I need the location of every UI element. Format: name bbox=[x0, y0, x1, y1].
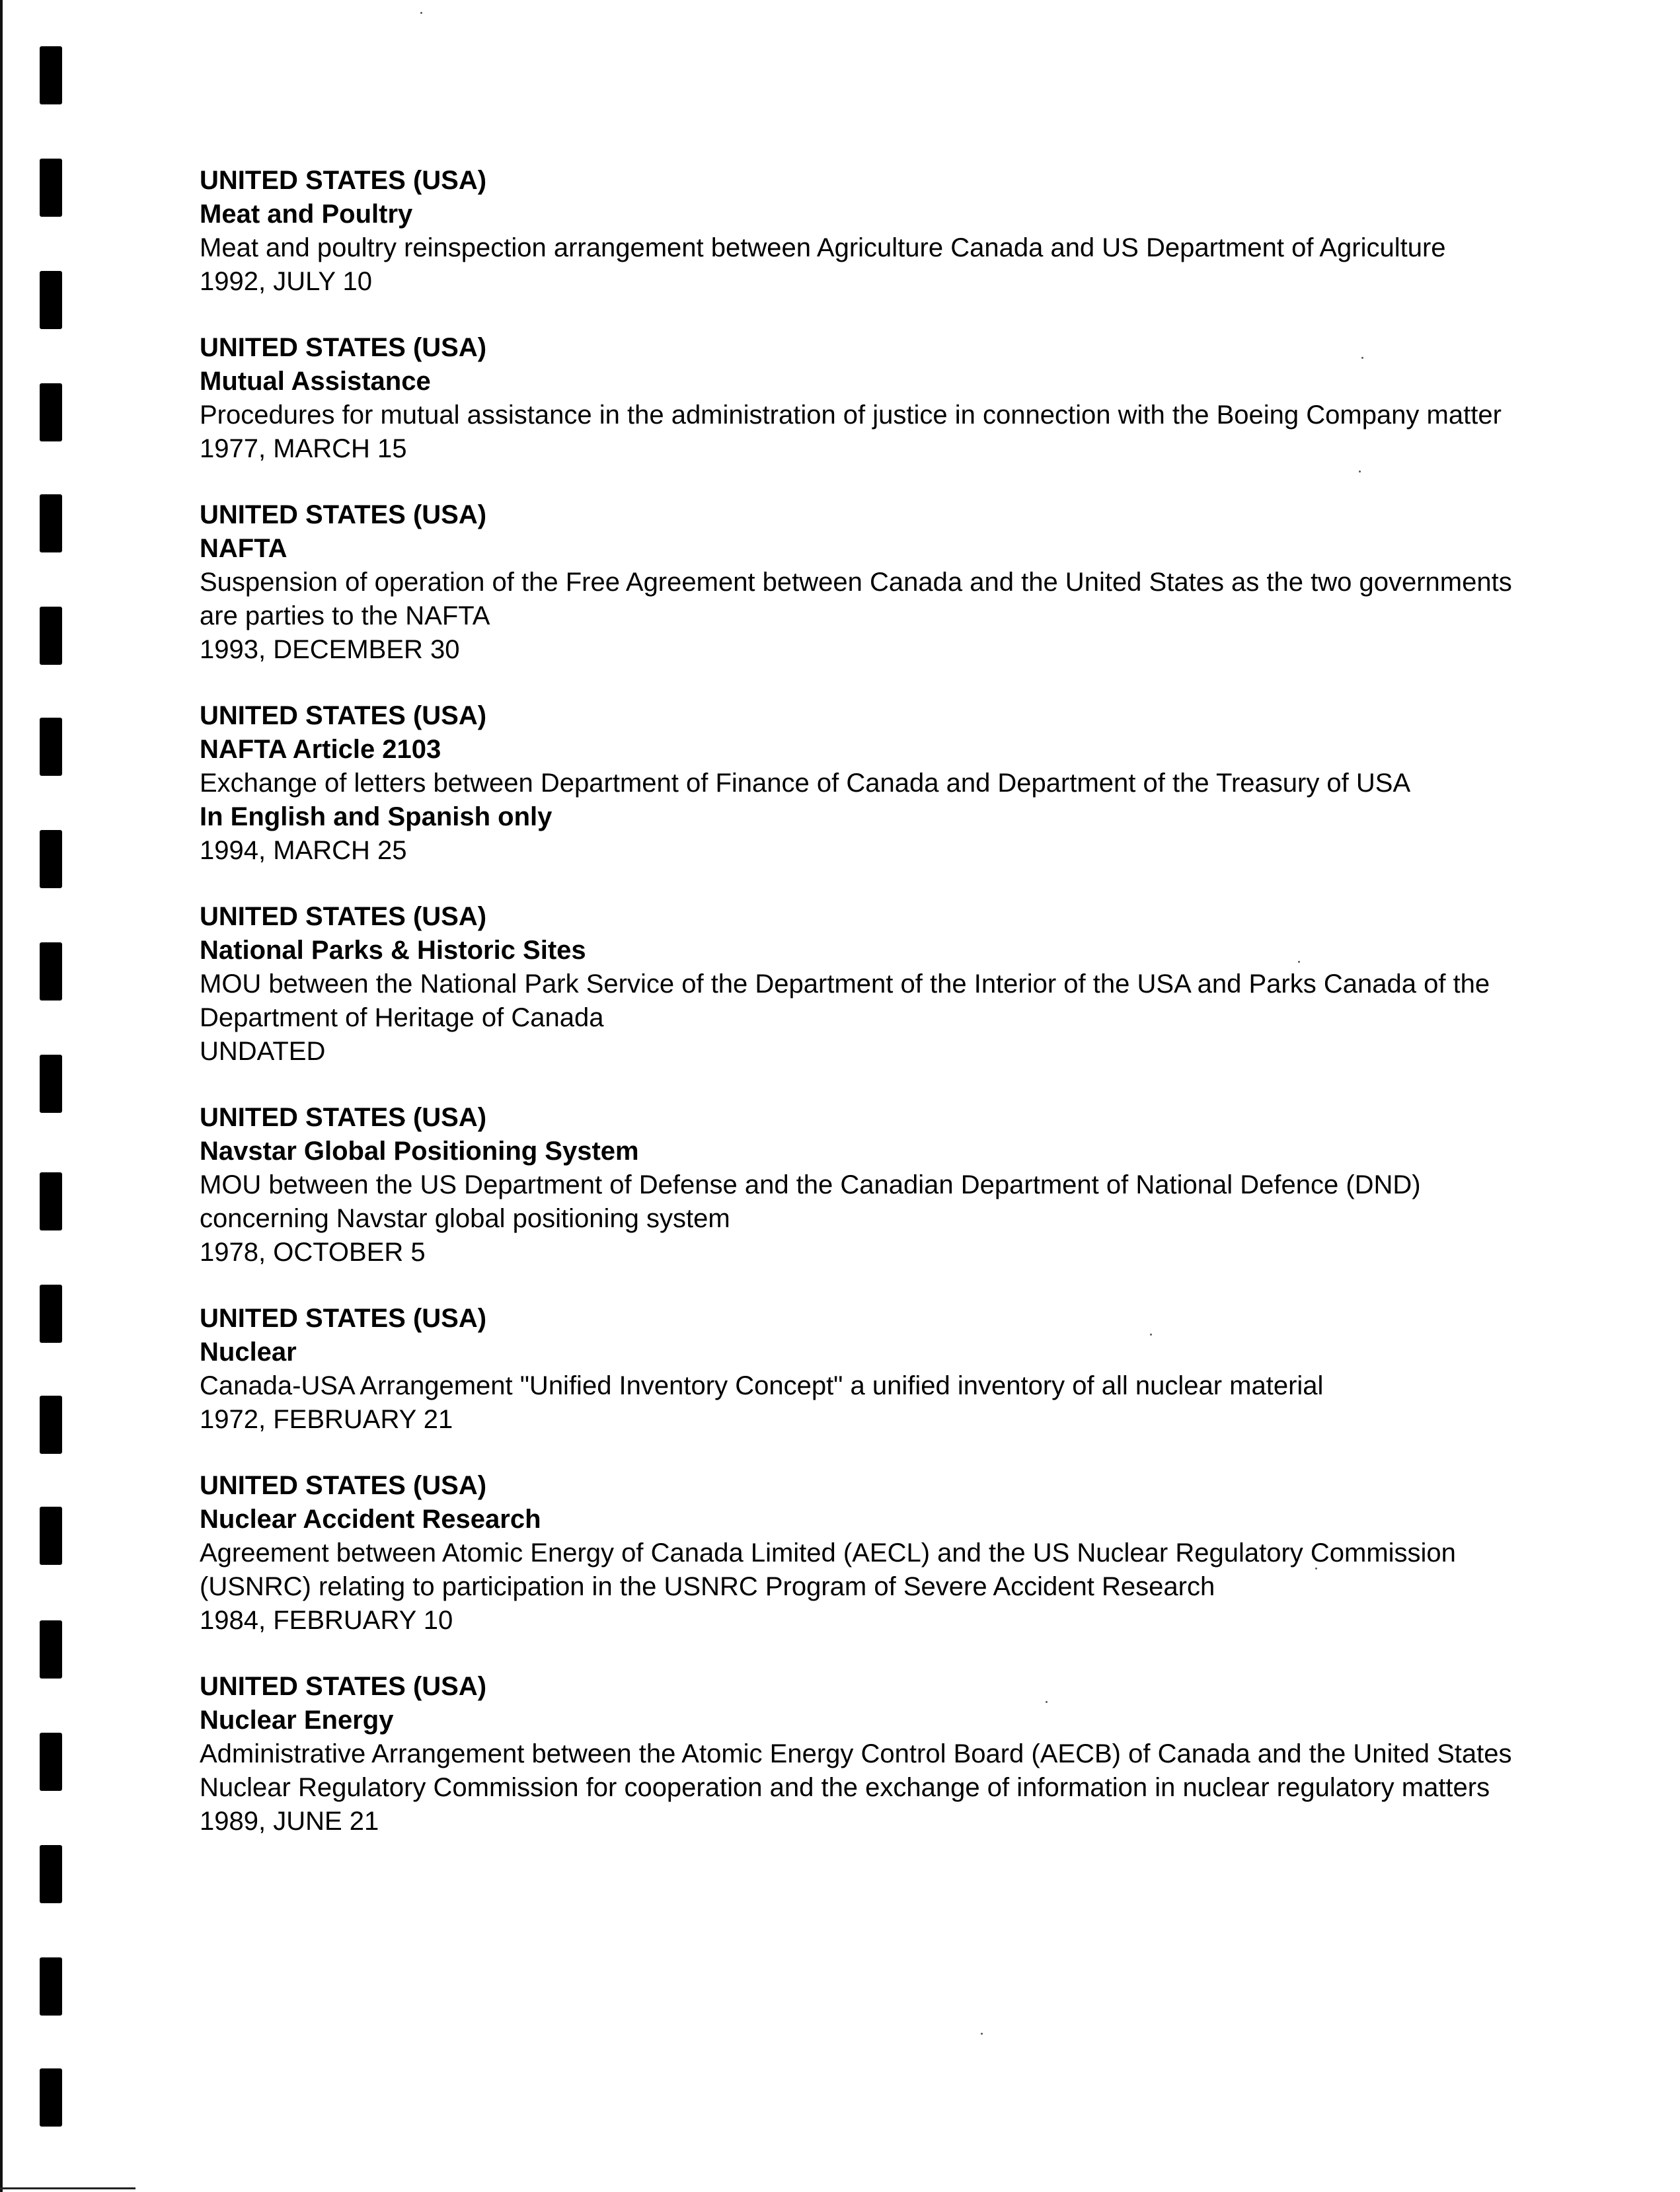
entry-language-note: In English and Spanish only bbox=[200, 802, 553, 831]
entry-description: Agreement between Atomic Energy of Canada Limited (AECL) and the US Nuclear Regulatory Commission (USNRC) relating to participation in the USNRC Program of Severe Accident Research bbox=[200, 1538, 1456, 1601]
entry-date: 1972, FEBRUARY 21 bbox=[200, 1405, 453, 1434]
scan-speck bbox=[420, 12, 422, 14]
entry-date: 1993, DECEMBER 30 bbox=[200, 635, 460, 664]
entry-description: MOU between the National Park Service of the Department of the Interior of the USA and Parks Canada of the Department of Heritage of Canada bbox=[200, 969, 1490, 1032]
entry-subject: Nuclear Accident Research bbox=[200, 1505, 541, 1534]
entry-subject: NAFTA Article 2103 bbox=[200, 735, 441, 764]
agreement-entry bbox=[200, 1670, 1521, 1838]
entry-description: Canada-USA Arrangement "Unified Inventory Concept" a unified inventory of all nuclear material bbox=[200, 1371, 1324, 1400]
agreement-list bbox=[200, 164, 1521, 1871]
entry-country: UNITED STATES (USA) bbox=[200, 500, 487, 529]
entry-country: UNITED STATES (USA) bbox=[200, 1471, 487, 1500]
entry-subject: National Parks & Historic Sites bbox=[200, 936, 586, 965]
agreement-entry bbox=[200, 498, 1521, 667]
entry-date: 1989, JUNE 21 bbox=[200, 1807, 379, 1836]
binding-hole bbox=[40, 1507, 62, 1565]
entry-country: UNITED STATES (USA) bbox=[200, 166, 487, 195]
agreement-entry bbox=[200, 1101, 1521, 1269]
binding-hole bbox=[40, 1957, 62, 2016]
entry-date: 1978, OCTOBER 5 bbox=[200, 1238, 426, 1267]
agreement-entry bbox=[200, 699, 1521, 868]
entry-country: UNITED STATES (USA) bbox=[200, 1672, 487, 1701]
binding-hole bbox=[40, 494, 62, 552]
entry-subject: Nuclear Energy bbox=[200, 1706, 394, 1735]
scan-speck bbox=[981, 2033, 983, 2035]
entry-country: UNITED STATES (USA) bbox=[200, 701, 487, 730]
entry-subject: Nuclear bbox=[200, 1338, 297, 1367]
entry-date: 1992, JULY 10 bbox=[200, 267, 372, 296]
entry-description: Meat and poultry reinspection arrangement between Agriculture Canada and US Department of Agriculture bbox=[200, 233, 1446, 262]
entry-description: Administrative Arrangement between the Atomic Energy Control Board (AECB) of Canada and the United States Nuclear Regulatory Commission for cooperation and the exchange of information in nuclear regulatory matters bbox=[200, 1739, 1512, 1802]
agreement-entry bbox=[200, 164, 1521, 299]
binding-hole bbox=[40, 1396, 62, 1454]
entry-country: UNITED STATES (USA) bbox=[200, 1304, 487, 1333]
entry-subject: Navstar Global Positioning System bbox=[200, 1137, 639, 1166]
binding-hole bbox=[40, 159, 62, 217]
entry-subject: NAFTA bbox=[200, 534, 287, 563]
binding-hole bbox=[40, 2068, 62, 2127]
entry-description: Suspension of operation of the Free Agreement between Canada and the United States as the two governments are parties to the NAFTA bbox=[200, 568, 1512, 630]
binding-holes bbox=[0, 0, 73, 2192]
entry-description: MOU between the US Department of Defense and the Canadian Department of National Defence (DND) concerning Navstar global positioning system bbox=[200, 1170, 1421, 1233]
entry-description: Exchange of letters between Department of Finance of Canada and Department of the Treasury of USA bbox=[200, 769, 1411, 798]
entry-country: UNITED STATES (USA) bbox=[200, 333, 487, 362]
entry-date: 1977, MARCH 15 bbox=[200, 434, 407, 463]
agreement-entry bbox=[200, 331, 1521, 466]
entry-date: UNDATED bbox=[200, 1037, 326, 1066]
entry-date: 1994, MARCH 25 bbox=[200, 836, 407, 865]
entry-date: 1984, FEBRUARY 10 bbox=[200, 1606, 453, 1635]
binding-hole bbox=[40, 718, 62, 776]
binding-hole bbox=[40, 1055, 62, 1113]
agreement-entry bbox=[200, 900, 1521, 1069]
binding-hole bbox=[40, 46, 62, 104]
binding-hole bbox=[40, 271, 62, 329]
entry-description: Procedures for mutual assistance in the administration of justice in connection with the Boeing Company matter bbox=[200, 400, 1502, 430]
binding-hole bbox=[40, 830, 62, 888]
binding-hole bbox=[40, 1285, 62, 1343]
entry-country: UNITED STATES (USA) bbox=[200, 1103, 487, 1132]
binding-hole bbox=[40, 1845, 62, 1903]
binding-hole bbox=[40, 1172, 62, 1230]
agreement-entry bbox=[200, 1469, 1521, 1638]
binding-hole bbox=[40, 1733, 62, 1791]
entry-subject: Meat and Poultry bbox=[200, 200, 413, 229]
entry-subject: Mutual Assistance bbox=[200, 367, 431, 396]
binding-hole bbox=[40, 1620, 62, 1679]
agreement-entry bbox=[200, 1302, 1521, 1437]
entry-country: UNITED STATES (USA) bbox=[200, 902, 487, 931]
binding-hole bbox=[40, 383, 62, 441]
binding-hole bbox=[40, 942, 62, 1001]
binding-hole bbox=[40, 607, 62, 665]
